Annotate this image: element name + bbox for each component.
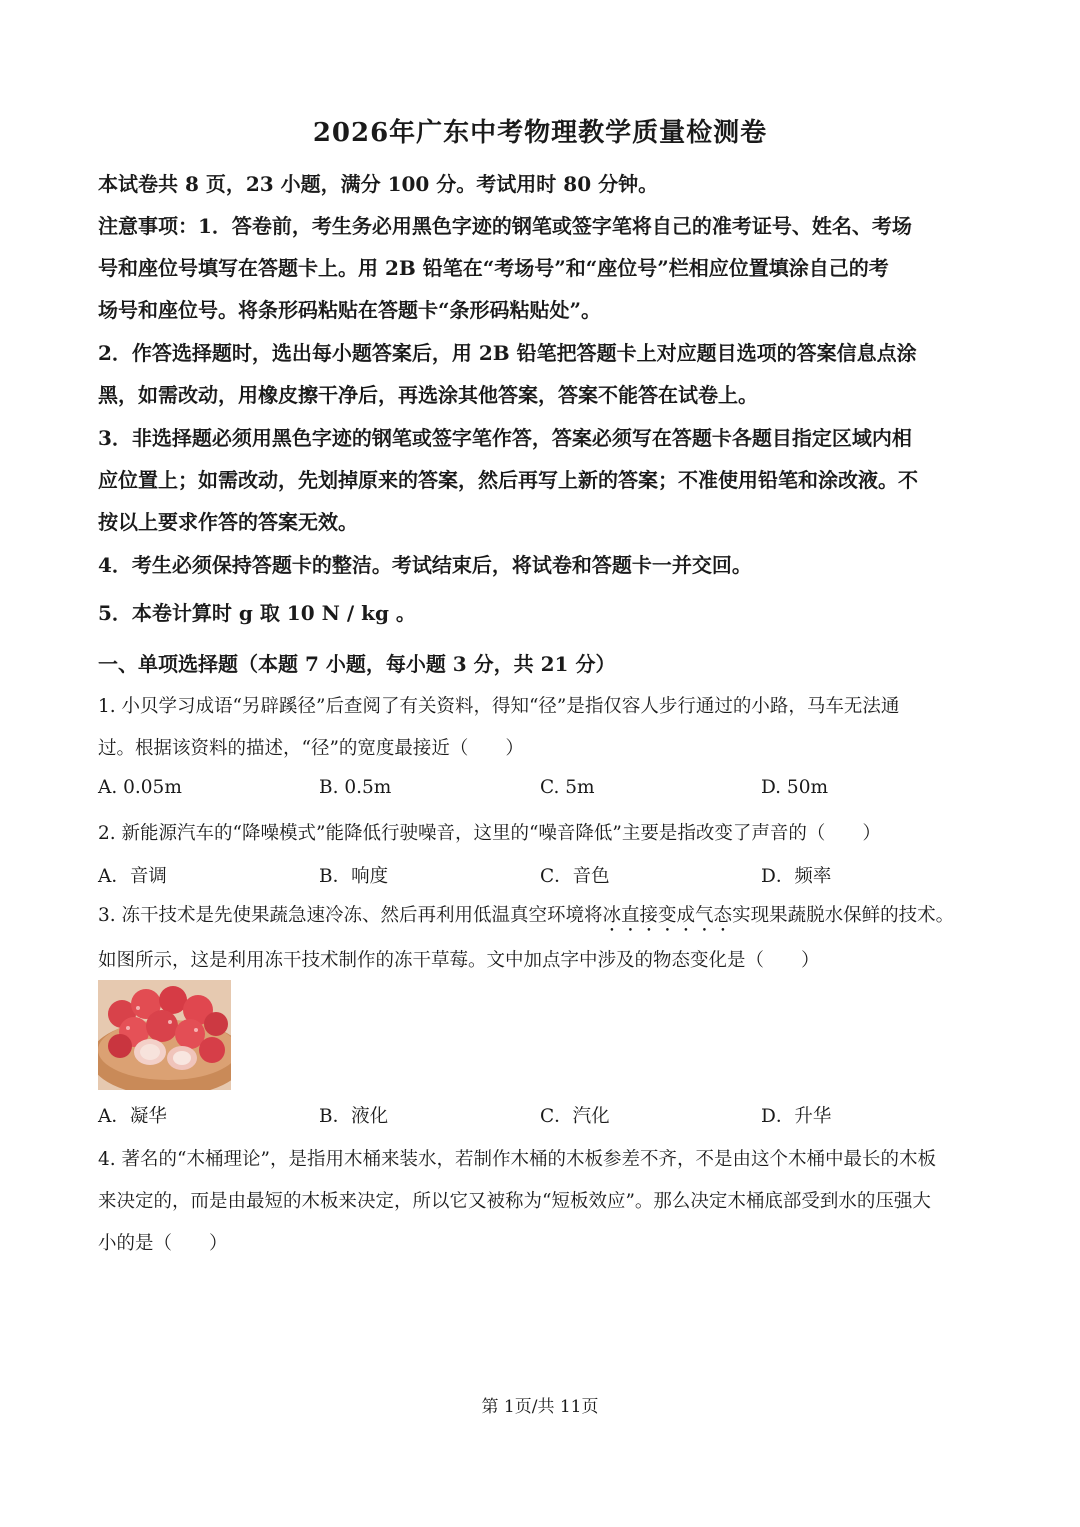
q1-option-b: B. 0.5m xyxy=(319,777,392,798)
q2-option-d: D．频率 xyxy=(761,866,832,887)
q1-option-c: C. 5m xyxy=(540,777,595,798)
q3-option-d: D．升华 xyxy=(761,1106,832,1127)
notes-line-9: 4．考生必须保持答题卡的整洁。考试结束后，将试卷和答题卡一并交回。 xyxy=(98,553,752,577)
question-1-line-1: 1. 小贝学习成语“另辟蹊径”后查阅了有关资料，得知“径”是指仅容人步行通过的小路，马车无法通 xyxy=(98,696,900,717)
q3-option-b: B．液化 xyxy=(319,1106,389,1127)
question-2: 2. 新能源汽车的“降噪模式”能降低行驶噪音，这里的“噪音降低”主要是指改变了声音的（ ） xyxy=(98,823,881,844)
notes-line-2: 号和座位号填写在答题卡上。用 2B 铅笔在“考场号”和“座位号”栏相应位置填涂自己的考 xyxy=(98,256,889,280)
notes-line-7: 应位置上；如需改动，先划掉原来的答案，然后再写上新的答案；不准使用铅笔和涂改液。不 xyxy=(98,468,918,492)
notes-line-1: 注意事项：1．答卷前，考生务必用黑色字迹的钢笔或签字笔将自己的准考证号、姓名、考场 xyxy=(98,214,912,238)
q1-option-d: D. 50m xyxy=(761,777,829,798)
question-4-line-1: 4. 著名的“木桶理论”，是指用木桶来装水，若制作木桶的木板参差不齐，不是由这个木桶中最长的木板 xyxy=(98,1149,936,1170)
exam-summary: 本试卷共 8 页，23 小题，满分 100 分。考试用时 80 分钟。 xyxy=(98,172,659,196)
notes-line-5: 黑，如需改动，用橡皮擦干净后，再选涂其他答案，答案不能答在试卷上。 xyxy=(98,383,758,407)
notes-line-10: 5．本卷计算时 g 取 10 N / kg 。 xyxy=(98,601,416,625)
question-3-line-1: 3. 冻干技术是先使果蔬急速冷冻、然后再利用低温真空环境将冰直接变成气态实现果蔬脱水保鲜的技术。 xyxy=(98,905,955,926)
notes-line-8: 按以上要求作答的答案无效。 xyxy=(98,510,358,534)
notes-line-6: 3．非选择题必须用黑色字迹的钢笔或签字笔作答，答案必须写在答题卡各题目指定区域内相 xyxy=(98,426,912,450)
q2-option-a: A．音调 xyxy=(98,866,167,887)
q3-option-c: C．汽化 xyxy=(540,1106,610,1127)
question-1-line-2: 过。根据该资料的描述，“径”的宽度最接近（ ） xyxy=(98,738,524,759)
dotted-emphasis: 冰直接变成气态 xyxy=(602,905,733,926)
q1-option-a: A. 0.05m xyxy=(98,777,182,798)
notes-line-3: 场号和座位号。将条形码粘贴在答题卡“条形码粘贴处”。 xyxy=(98,298,602,322)
question-3-line-2: 如图所示，这是利用冻干技术制作的冻干草莓。文中加点字中涉及的物态变化是（ ） xyxy=(98,950,820,971)
page-title: 2026年广东中考物理教学质量检测卷 xyxy=(312,118,768,148)
section-heading: 一、单项选择题（本题 7 小题，每小题 3 分，共 21 分） xyxy=(98,652,616,676)
notes-line-4: 2．作答选择题时，选出每小题答案后，用 2B 铅笔把答题卡上对应题目选项的答案信息点涂 xyxy=(98,341,917,365)
q3-option-a: A．凝华 xyxy=(98,1106,167,1127)
page-footer: 第 1页/共 11页 xyxy=(481,1397,599,1417)
freeze-dried-strawberry-image xyxy=(98,980,231,1090)
question-4-line-2: 来决定的，而是由最短的木板来决定，所以它又被称为“短板效应”。那么决定木桶底部受到水的压强大 xyxy=(98,1191,931,1212)
q2-option-c: C．音色 xyxy=(540,866,610,887)
q2-option-b: B．响度 xyxy=(319,866,389,887)
question-4-line-3: 小的是（ ） xyxy=(98,1233,228,1254)
